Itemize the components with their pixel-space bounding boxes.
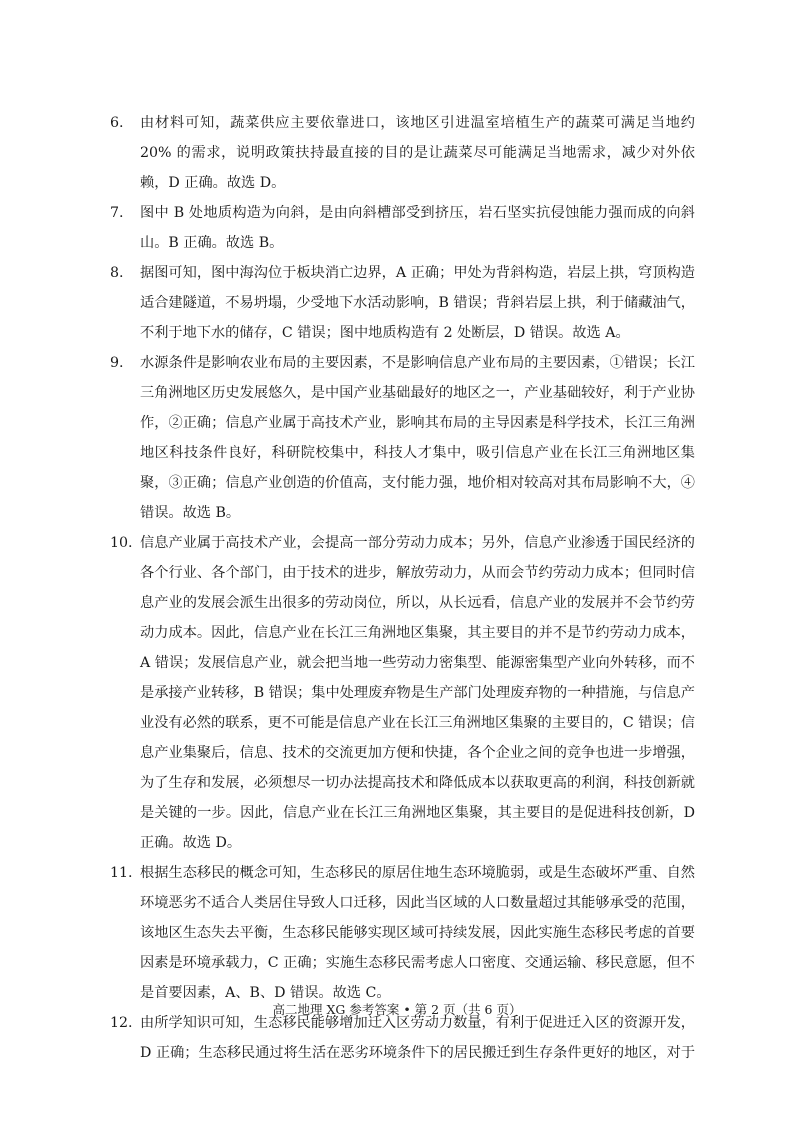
answer-text: 水源条件是影响农业布局的主要因素，不是影响信息产业布局的主要因素，①错误；长江三角洲地区历史发展悠久，是中国产业基础最好的地区之一，产业基础较好，利于产业协作，②正确；信息产业属于高技术产业，影响其布局的主导因素是科学技术，长江三角洲地区科技条件良好，科研院校集中，科技人才集中，吸引信息产业在长江三角洲地区集聚，③正确；信息产业创造的价值高，支付能力强，地价相对较高对其布局影响不大，④错误。故选 B。 — [140, 355, 695, 521]
answer-item-10 — [110, 528, 695, 858]
answer-text: 信息产业属于高技术产业，会提高一部分劳动力成本；另外，信息产业渗透于国民经济的各个行业、各个部门，由于技术的进步，解放劳动力，从而会节约劳动力成本；但同时信息产业的发展会派生出很多的劳动岗位，所以，从长远看，信息产业的发展并不会节约劳动力成本。因此，信息产业在长江三角洲地区集聚，其主要目的并不是节约劳动力成本，A 错误；发展信息产业，就会把当地一些劳动力密集型、能源密集型产业向外转移，而不是承接产业转移，B 错误；集中处理废弃物是生产部门处理废弃物的一种措施，与信息产业没有必然的联系，更不可能是信息产业在长江三角洲地区集聚的主要目的，C 错误；信息产业集聚后，信息、技术的交流更加方便和快捷，各个企业之间的竞争也进一步增强，为了生存和发展，必须想尽一切办法提高技术和降低成本以获取更高的利润，科技创新就是关键的一步。因此，信息产业在长江三角洲地区集聚，其主要目的是促进科技创新，D 正确。故选 D。 — [140, 535, 695, 851]
answer-text: 根据生态移民的概念可知，生态移民的原居住地生态环境脆弱，或是生态破坏严重、自然环境恶劣不适合人类居住导致人口迁移，因此当区域的人口数量超过其能够承受的范围，该地区生态失去平衡，生态移民能够实现区域可持续发展，因此实施生态移民考虑的首要因素是环境承载力，C 正确；实施生态移民需考虑人口密度、交通运输、移民意愿，但不是首要因素，A、B、D 错误。故选 C。 — [140, 865, 695, 1001]
answer-text: 据图可知，图中海沟位于板块消亡边界，A 正确；甲处为背斜构造，岩层上拱，穹顶构造适合建隧道，不易坍塌，少受地下水活动影响，B 错误；背斜岩层上拱，利于储藏油气，不利于地下水的储存，C 错误；图中地质构造有 2 处断层，D 错误。故选 A。 — [140, 265, 695, 341]
page-footer: 高二地理 XG 参考答案 • 第 2 页（共 6 页） — [272, 1002, 522, 1017]
answer-number: 8. — [110, 265, 124, 281]
answer-number: 10. — [110, 535, 133, 551]
answer-text: 由材料可知，蔬菜供应主要依靠进口，该地区引进温室培植生产的蔬菜可满足当地约 20% 的需求，说明政策扶持最直接的目的是让蔬菜尽可能满足当地需求，减少对外依赖，D 正确。故选 D。 — [140, 115, 695, 191]
answer-item-7 — [110, 198, 695, 258]
answer-item-6 — [110, 108, 695, 198]
answer-number: 11. — [110, 865, 133, 881]
answer-number: 6. — [110, 115, 124, 131]
answer-number: 9. — [110, 355, 124, 371]
answer-item-11 — [110, 858, 695, 1008]
answer-text: 由所学知识可知，生态移民能够增加迁入区劳动力数量，有利于促进迁入区的资源开发，D 正确；生态移民通过将生活在恶劣环境条件下的居民搬迁到生存条件更好的地区，对于 — [140, 1015, 696, 1061]
answer-item-8 — [110, 258, 695, 348]
answer-number: 12. — [110, 1015, 133, 1031]
answer-item-9 — [110, 348, 695, 528]
answer-list — [110, 108, 695, 1068]
answer-number: 7. — [110, 205, 124, 221]
answer-text: 图中 B 处地质构造为向斜，是由向斜槽部受到挤压，岩石坚实抗侵蚀能力强而成的向斜山。B 正确。故选 B。 — [140, 205, 695, 251]
